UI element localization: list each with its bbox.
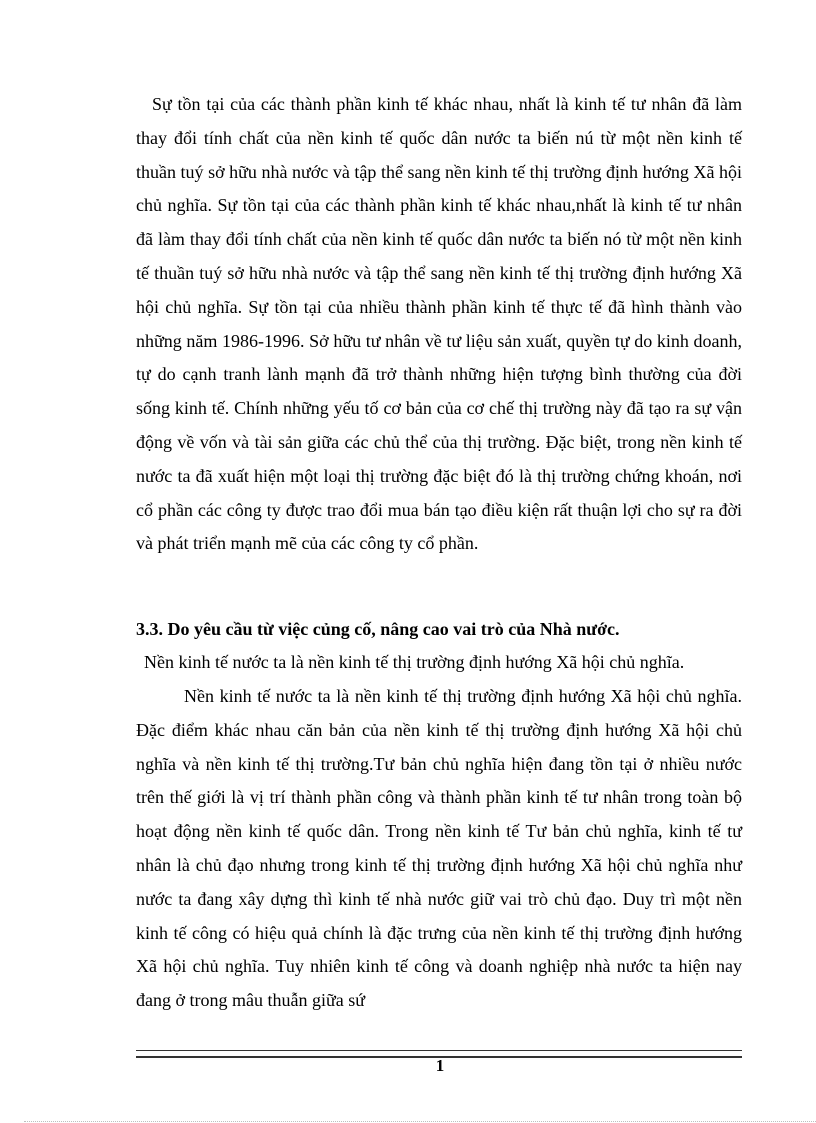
paragraph-3: Nền kinh tế nước ta là nền kinh tế thị trường định hướng Xã hội chủ nghĩa. Đặc điểm khác nhau căn bản của nền kinh tế thị trường định hướng Xã hội chủ nghĩa và nền kinh tế thị trường.Tư bản chủ nghĩa hiện đang tồn tại ở nhiều nước trên thế giới là vị trí thành phần công và thành phần kinh tế tư nhân trong toàn bộ hoạt động nền kinh tế quốc dân. Trong nền kinh tế Tư bản chủ nghĩa, kinh tế tư nhân là chủ đạo nhưng trong kinh tế thị trường định hướng Xã hội chủ nghĩa như nước ta đang xây dựng thì kinh tế nhà nước giữ vai trò chủ đạo. Duy trì một nền kinh tế công có hiệu quả chính là đặc trưng của nền kinh tế thị trường định hướng Xã hội chủ nghĩa. Tuy nhiên kinh tế công và doanh nghiệp nhà nước ta hiện nay đang ở trong mâu thuẫn giữa sứ — [136, 685, 742, 1011]
section-heading: 3.3. Do yêu cầu từ việc củng cố, nâng cao vai trò của Nhà nước. — [136, 619, 620, 640]
document-body — [136, 88, 742, 1018]
page-number: 1 — [435, 1056, 445, 1075]
paragraph-1: Sự tồn tại của các thành phần kinh tế khác nhau, nhất là kinh tế tư nhân đã làm thay đổi tính chất của nền kinh tế quốc dân nước ta biến nú từ một nền kinh tế thuần tuý sở hữu nhà nước và tập thể sang nền kinh tế thị trường định hướng Xã hội chủ nghĩa. Sự tồn tại của các thành phần kinh tế khác nhau,nhất là kinh tế tư nhân đã làm thay đổi tính chất của nền kinh tế quốc dân nước ta biến nó từ một nền kinh tế thuần tuý sở hữu nhà nước và tập thể sang nền kinh tế thị trường định hướng Xã hội chủ nghĩa. Sự tồn tại của nhiều thành phần kinh tế thực tế đã hình thành vào những năm 1986-1996. Sở hữu tư nhân về tư liệu sản xuất, quyền tự do kinh doanh, tự do cạnh tranh lành mạnh đã trở thành những hiện tượng bình thường của đời sống kinh tế. Chính những yếu tố cơ bản của cơ chế thị trường này đã tạo ra sự vận động về vốn và tài sản giữa các chủ thể của thị trường. Đặc biệt, trong nền kinh tế nước ta đã xuất hiện một loại thị trường đặc biệt đó là thị trường chứng khoán, nơi cổ phần các công ty được trao đổi mua bán tạo điều kiện rất thuận lợi cho sự ra đời và phát triển mạnh mẽ của các công ty cổ phần. — [136, 94, 742, 554]
page-bottom-border — [24, 1121, 816, 1122]
paragraph-2: Nền kinh tế nước ta là nền kinh tế thị trường định hướng Xã hội chủ nghĩa. — [144, 652, 685, 673]
